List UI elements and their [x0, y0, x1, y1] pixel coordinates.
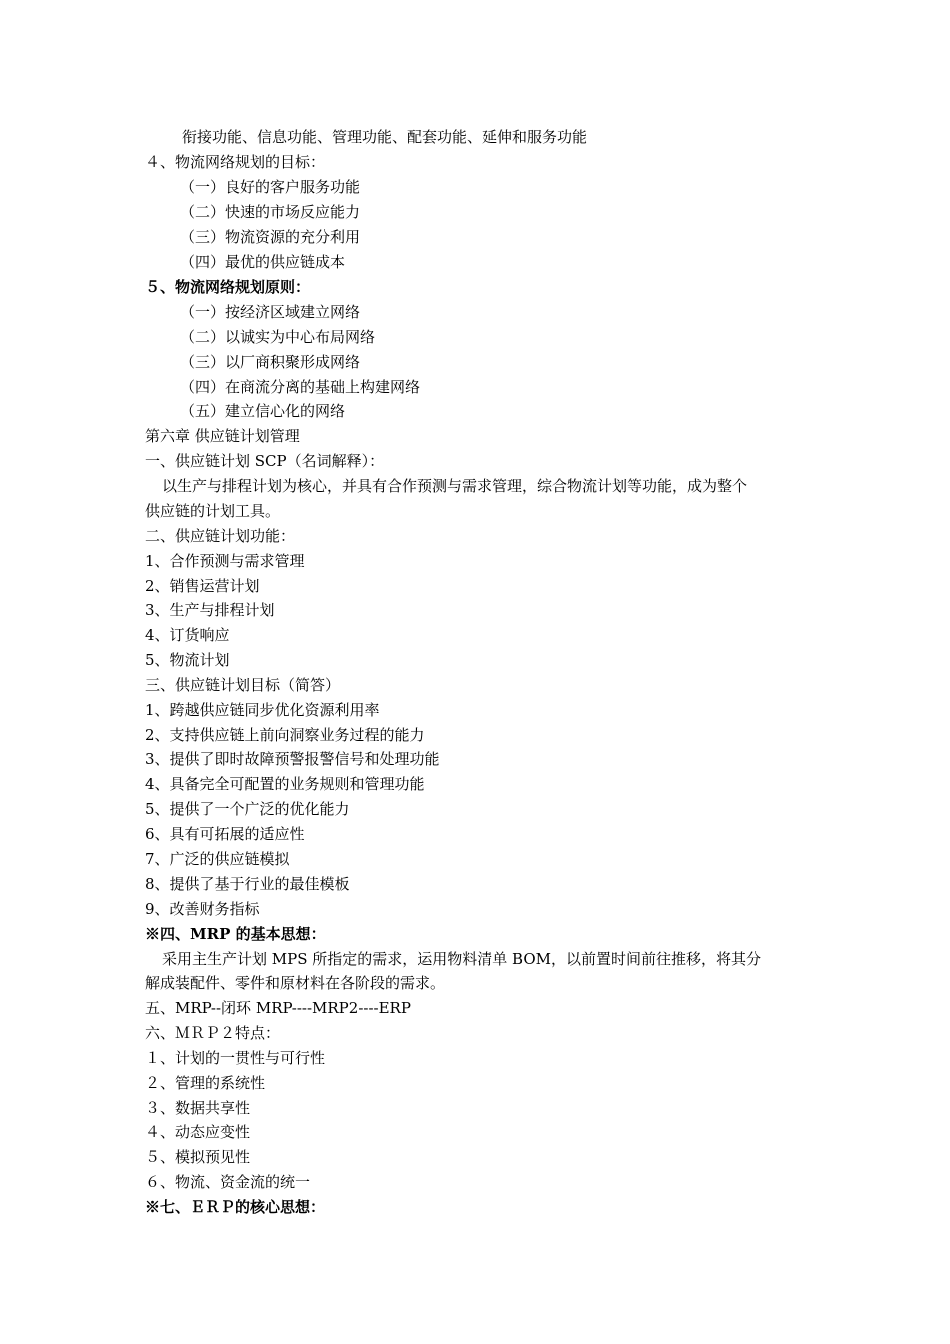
- functions-line: 衔接功能、信息功能、管理功能、配套功能、延伸和服务功能: [182, 128, 588, 146]
- mrp2-heading: 六、ＭＲＰ２特点：: [145, 1024, 281, 1042]
- list-item: 5、物流计划: [145, 651, 230, 669]
- goals-heading: ４、物流网络规划的目标：: [145, 153, 326, 171]
- principles-heading: ５、物流网络规划原则：: [145, 278, 311, 296]
- chapter-title: 第六章 供应链计划管理: [145, 427, 300, 445]
- list-item: 2、支持供应链上前向洞察业务过程的能力: [145, 726, 425, 744]
- scp-definition-line2: 供应链的计划工具。: [145, 502, 281, 520]
- list-item: （三）以厂商积聚形成网络: [180, 353, 361, 371]
- list-item: 2、销售运营计划: [145, 577, 260, 595]
- list-item: 5、提供了一个广泛的优化能力: [145, 800, 350, 818]
- list-item: ４、动态应变性: [145, 1123, 251, 1141]
- list-item: （五）建立信心化的网络: [180, 402, 346, 420]
- list-item: ５、模拟预见性: [145, 1148, 251, 1166]
- list-item: ３、数据共享性: [145, 1099, 251, 1117]
- targets-heading: 三、供应链计划目标（简答）: [145, 676, 341, 694]
- mrp-line2: 解成装配件、零件和原材料在各阶段的需求。: [145, 974, 446, 992]
- list-item: ２、管理的系统性: [145, 1074, 266, 1092]
- list-item: 4、具备完全可配置的业务规则和管理功能: [145, 775, 425, 793]
- list-item: 3、提供了即时故障预警报警信号和处理功能: [145, 750, 440, 768]
- erp-heading: ※七、ＥＲＰ的核心思想：: [145, 1198, 326, 1216]
- list-item: （二）快速的市场反应能力: [180, 203, 361, 221]
- list-item: 4、订货响应: [145, 626, 230, 644]
- mrp-line1: 采用主生产计划 MPS 所指定的需求，运用物料清单 BOM，以前置时间前往推移，将其分: [162, 950, 761, 968]
- mrp-heading: ※四、MRP 的基本思想：: [145, 925, 326, 943]
- list-item: 1、合作预测与需求管理: [145, 552, 305, 570]
- list-item: 3、生产与排程计划: [145, 601, 275, 619]
- list-item: （一）按经济区域建立网络: [180, 303, 361, 321]
- list-item: （一）良好的客户服务功能: [180, 178, 361, 196]
- list-item: （四）最优的供应链成本: [180, 253, 346, 271]
- list-item: 8、提供了基于行业的最佳模板: [145, 875, 350, 893]
- list-item: （二）以诚实为中心布局网络: [180, 328, 376, 346]
- scp-heading: 一、供应链计划 SCP（名词解释）：: [145, 452, 385, 470]
- list-item: 9、改善财务指标: [145, 900, 260, 918]
- list-item: ６、物流、资金流的统一: [145, 1173, 311, 1191]
- list-item: 7、广泛的供应链模拟: [145, 850, 290, 868]
- list-item: （三）物流资源的充分利用: [180, 228, 361, 246]
- list-item: 1、跨越供应链同步优化资源利用率: [145, 701, 380, 719]
- list-item: （四）在商流分离的基础上构建网络: [180, 378, 421, 396]
- list-item: 6、具有可拓展的适应性: [145, 825, 305, 843]
- evolution-line: 五、MRP--闭环 MRP----MRP2----ERP: [145, 999, 411, 1017]
- list-item: １、计划的一贯性与可行性: [145, 1049, 326, 1067]
- functions-heading: 二、供应链计划功能：: [145, 527, 296, 545]
- scp-definition-line1: 以生产与排程计划为核心，并具有合作预测与需求管理，综合物流计划等功能，成为整个: [162, 477, 748, 495]
